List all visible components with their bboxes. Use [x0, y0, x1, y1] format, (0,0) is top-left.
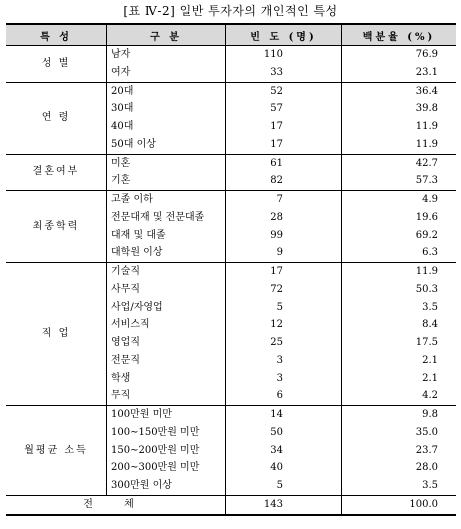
percent-cell: 11.9	[415, 121, 438, 132]
percent-cell: 6.3	[422, 247, 438, 259]
frequency-cell: 7	[226, 191, 342, 209]
percent-cell: 69.2	[415, 229, 438, 241]
subcategory-cell: 기술직	[107, 263, 226, 281]
subcategory-cell: 40대	[107, 118, 226, 136]
subcategory-cell: 사무직	[107, 281, 226, 299]
table-body	[6, 46, 456, 496]
subcategory-cell: 200∼300만원 미만	[107, 459, 226, 477]
header-subcategory: 구 분	[107, 24, 226, 46]
frequency-cell: 110	[226, 46, 342, 64]
header-category: 특 성	[6, 24, 107, 46]
percent-cell: 50.3	[415, 283, 438, 295]
subcategory-cell: 300만원 이상	[107, 477, 226, 495]
percent-cell: 17.5	[415, 337, 438, 348]
percent-cell: 28.0	[415, 462, 438, 474]
subcategory-cell: 서비스직	[107, 316, 226, 334]
frequency-cell: 6	[226, 387, 342, 405]
frequency-cell: 40	[226, 459, 342, 477]
percent-cell: 23.7	[415, 444, 438, 456]
frequency-cell: 14	[226, 406, 342, 424]
frequency-cell: 52	[226, 82, 342, 100]
investor-characteristics-table	[6, 23, 456, 516]
percent-cell: 3.5	[422, 301, 438, 313]
frequency-cell: 17	[226, 136, 342, 154]
header-frequency: 빈 도 (명)	[226, 24, 342, 46]
total-frequency: 143	[226, 495, 342, 514]
subcategory-cell: 영업직	[107, 334, 226, 352]
subcategory-cell: 100∼150만원 미만	[107, 424, 226, 442]
table-row	[6, 82, 456, 100]
frequency-cell: 5	[226, 299, 342, 317]
table-title: [표 Ⅳ-2] 일반 투자자의 개인적인 특성	[123, 4, 338, 18]
category-cell: 연 령	[6, 82, 107, 154]
total-label: 전 체	[6, 495, 226, 514]
category-cell: 직 업	[6, 263, 107, 406]
subcategory-cell: 전문대재 및 전문대졸	[107, 209, 226, 227]
subcategory-cell: 사업/자영업	[107, 299, 226, 317]
percent-cell: 39.8	[415, 103, 438, 115]
frequency-cell: 25	[226, 334, 342, 352]
total-percent: 100.0	[342, 495, 457, 514]
percent-cell: 8.4	[422, 319, 438, 331]
table-row	[6, 406, 456, 424]
frequency-cell: 17	[226, 118, 342, 136]
subcategory-cell: 100만원 미만	[107, 406, 226, 424]
frequency-cell: 61	[226, 154, 342, 172]
subcategory-cell: 학생	[107, 370, 226, 388]
percent-cell: 4.9	[342, 191, 457, 209]
subcategory-cell: 20대	[107, 82, 226, 100]
percent-cell: 23.1	[415, 66, 438, 78]
percent-cell: 2.1	[422, 354, 438, 366]
percent-cell: 19.6	[415, 211, 438, 223]
frequency-cell: 3	[226, 352, 342, 370]
frequency-cell: 34	[226, 442, 342, 460]
frequency-cell: 3	[226, 370, 342, 388]
frequency-cell: 9	[226, 244, 342, 262]
frequency-cell: 72	[226, 281, 342, 299]
frequency-cell: 99	[226, 227, 342, 245]
subcategory-cell: 대학원 이상	[107, 244, 226, 262]
percent-cell: 4.2	[422, 390, 438, 402]
percent-cell: 35.0	[415, 426, 438, 438]
percent-cell: 11.9	[415, 138, 438, 150]
percent-cell: 57.3	[415, 175, 438, 187]
percent-cell: 42.7	[342, 154, 457, 172]
subcategory-cell: 50대 이상	[107, 136, 226, 154]
category-cell: 성 별	[6, 46, 107, 83]
frequency-cell: 82	[226, 172, 342, 190]
frequency-cell: 57	[226, 100, 342, 118]
subcategory-cell: 기혼	[107, 172, 226, 190]
subcategory-cell: 150∼200만원 미만	[107, 442, 226, 460]
table-row	[6, 154, 456, 172]
table-row	[6, 191, 456, 209]
percent-cell: 76.9	[342, 46, 457, 64]
subcategory-cell: 남자	[107, 46, 226, 64]
subcategory-cell: 고졸 이하	[107, 191, 226, 209]
subcategory-cell: 전문직	[107, 352, 226, 370]
subcategory-cell: 여자	[107, 64, 226, 82]
frequency-cell: 28	[226, 209, 342, 227]
header-row	[6, 24, 456, 46]
frequency-cell: 12	[226, 316, 342, 334]
percent-cell: 3.5	[422, 480, 438, 491]
frequency-cell: 33	[226, 64, 342, 82]
subcategory-cell: 대재 및 대졸	[107, 227, 226, 245]
frequency-cell: 17	[226, 263, 342, 281]
category-cell: 결혼여부	[6, 154, 107, 191]
subcategory-cell: 30대	[107, 100, 226, 118]
subcategory-cell: 미혼	[107, 154, 226, 172]
frequency-cell: 50	[226, 424, 342, 442]
percent-cell: 2.1	[422, 372, 438, 384]
subcategory-cell: 무직	[107, 387, 226, 405]
category-cell: 최종학력	[6, 191, 107, 263]
percent-cell: 9.8	[342, 406, 457, 424]
total-row	[6, 495, 456, 514]
percent-cell: 36.4	[342, 82, 457, 100]
category-cell: 월평균 소득	[6, 406, 107, 496]
table-row	[6, 263, 456, 281]
frequency-cell: 5	[226, 477, 342, 495]
header-percent: 백분율 (%)	[342, 24, 457, 46]
table-row	[6, 46, 456, 64]
percent-cell: 11.9	[342, 263, 457, 281]
